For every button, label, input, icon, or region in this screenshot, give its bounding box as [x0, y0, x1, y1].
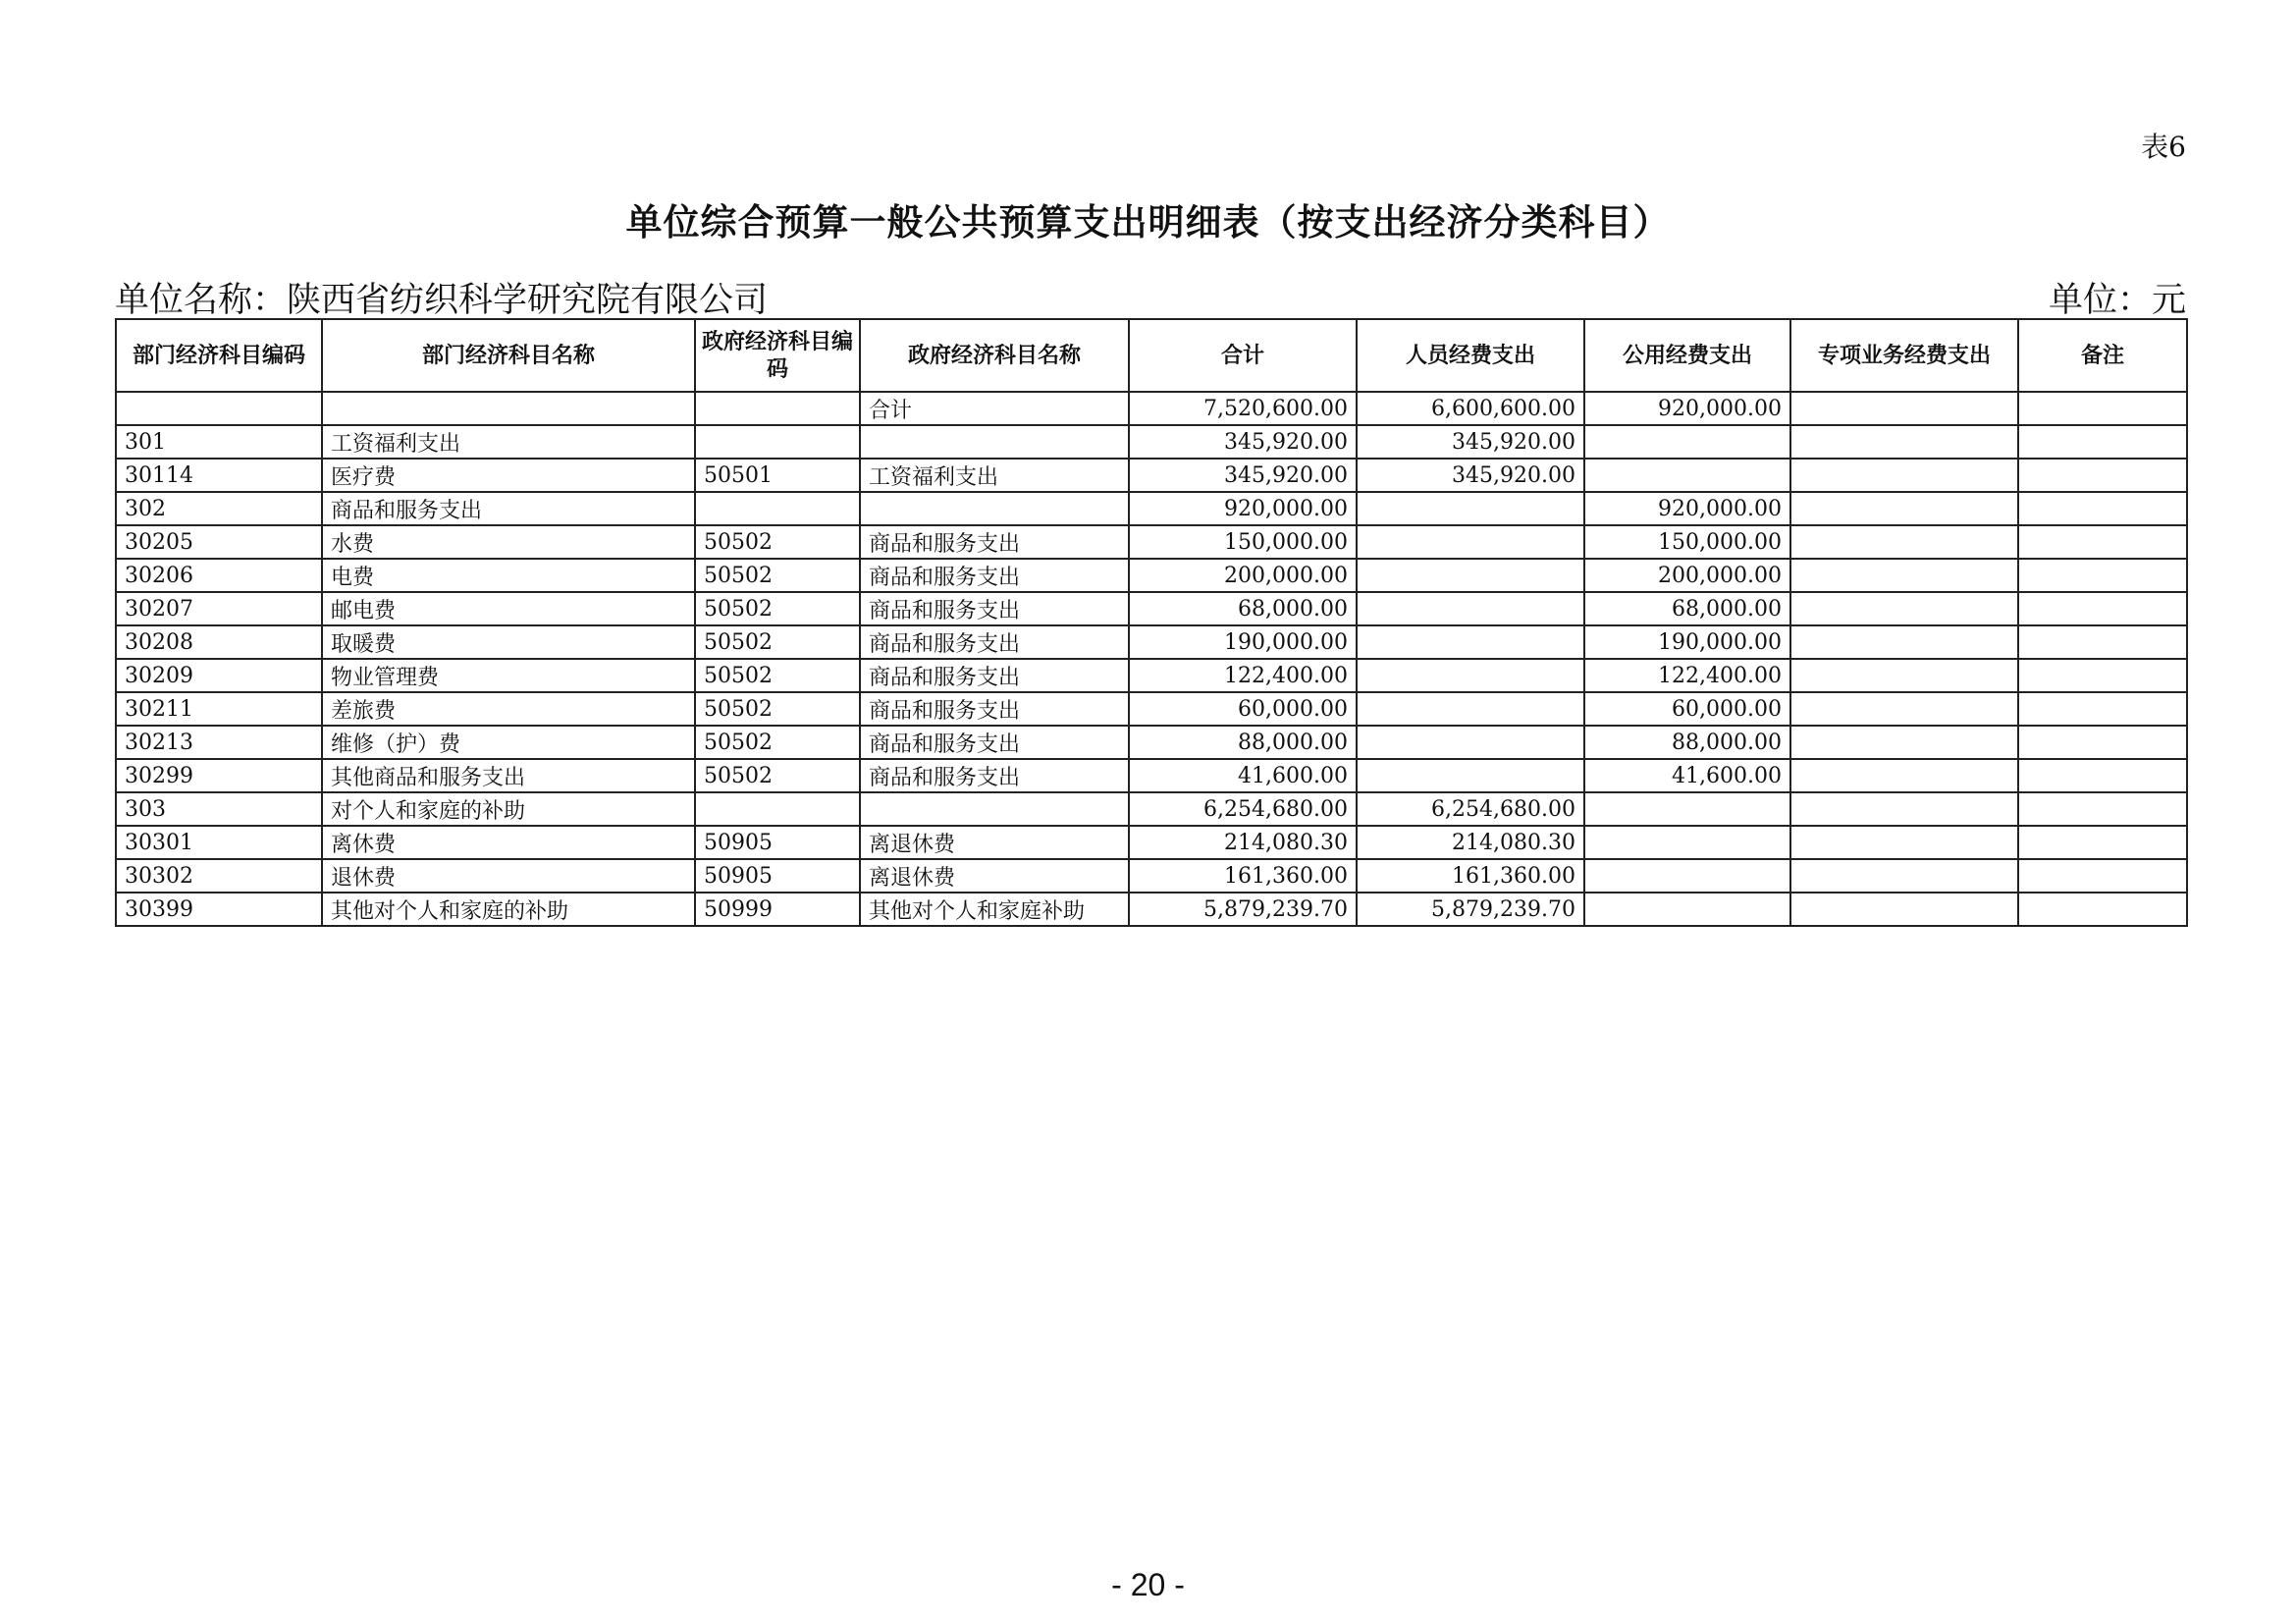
cell-dept-code: 30114: [116, 459, 322, 492]
cell-personnel: [1357, 625, 1584, 659]
table-row: [116, 559, 2187, 592]
cell-special: [1790, 859, 2018, 893]
table-row: [116, 592, 2187, 625]
cell-total: 7,520,600.00: [1129, 392, 1357, 425]
cell-dept-code: 30207: [116, 592, 322, 625]
cell-public: 60,000.00: [1584, 692, 1790, 726]
cell-note: [2018, 759, 2187, 792]
cell-gov-name: 离退休费: [860, 826, 1129, 859]
cell-gov-code: 50502: [695, 759, 860, 792]
cell-total: 150,000.00: [1129, 525, 1357, 559]
cell-gov-code: 50905: [695, 826, 860, 859]
unit-name: 单位名称：陕西省纺织科学研究院有限公司: [115, 281, 769, 320]
table-row: [116, 425, 2187, 459]
cell-total: 190,000.00: [1129, 625, 1357, 659]
cell-public: 88,000.00: [1584, 726, 1790, 759]
cell-dept-code: 30206: [116, 559, 322, 592]
cell-personnel: 5,879,239.70: [1357, 893, 1584, 926]
cell-note: [2018, 726, 2187, 759]
unit-currency: 单位：元: [2048, 281, 2186, 320]
cell-public: [1584, 792, 1790, 826]
cell-special: [1790, 525, 2018, 559]
cell-dept-name: 其他商品和服务支出: [322, 759, 695, 792]
cell-total: 920,000.00: [1129, 492, 1357, 525]
cell-total: 122,400.00: [1129, 659, 1357, 692]
cell-gov-name: 其他对个人和家庭补助: [860, 893, 1129, 926]
cell-public: 190,000.00: [1584, 625, 1790, 659]
cell-total: 6,254,680.00: [1129, 792, 1357, 826]
cell-gov-name: 工资福利支出: [860, 459, 1129, 492]
cell-personnel: [1357, 726, 1584, 759]
cell-public: 200,000.00: [1584, 559, 1790, 592]
cell-gov-name: [860, 792, 1129, 826]
table-row: [116, 392, 2187, 425]
table-row: [116, 826, 2187, 859]
cell-special: [1790, 759, 2018, 792]
cell-dept-name: 邮电费: [322, 592, 695, 625]
cell-public: [1584, 459, 1790, 492]
cell-personnel: [1357, 692, 1584, 726]
cell-dept-code: 30213: [116, 726, 322, 759]
cell-gov-name: [860, 492, 1129, 525]
cell-note: [2018, 425, 2187, 459]
cell-note: [2018, 692, 2187, 726]
cell-special: [1790, 592, 2018, 625]
column-header-gov-code: 政府经济科目编码: [695, 319, 860, 392]
cell-special: [1790, 893, 2018, 926]
cell-gov-name: 商品和服务支出: [860, 659, 1129, 692]
cell-gov-name: 商品和服务支出: [860, 759, 1129, 792]
cell-gov-code: [695, 392, 860, 425]
table-header-row: [116, 319, 2187, 392]
cell-dept-code: 30208: [116, 625, 322, 659]
cell-public: 150,000.00: [1584, 525, 1790, 559]
cell-personnel: [1357, 559, 1584, 592]
cell-special: [1790, 726, 2018, 759]
cell-dept-code: 30299: [116, 759, 322, 792]
column-header-dept-code: 部门经济科目编码: [116, 319, 322, 392]
cell-personnel: [1357, 592, 1584, 625]
cell-public: 122,400.00: [1584, 659, 1790, 692]
cell-personnel: 6,254,680.00: [1357, 792, 1584, 826]
cell-public: [1584, 893, 1790, 926]
cell-total: 60,000.00: [1129, 692, 1357, 726]
cell-special: [1790, 659, 2018, 692]
cell-gov-name: 商品和服务支出: [860, 559, 1129, 592]
cell-gov-name: 离退休费: [860, 859, 1129, 893]
cell-note: [2018, 492, 2187, 525]
cell-gov-name: 商品和服务支出: [860, 625, 1129, 659]
table-label: 表6: [2141, 131, 2186, 163]
cell-note: [2018, 893, 2187, 926]
cell-gov-name: 商品和服务支出: [860, 692, 1129, 726]
cell-dept-code: 301: [116, 425, 322, 459]
cell-total: 200,000.00: [1129, 559, 1357, 592]
cell-personnel: 214,080.30: [1357, 826, 1584, 859]
cell-personnel: 6,600,600.00: [1357, 392, 1584, 425]
cell-total: 68,000.00: [1129, 592, 1357, 625]
cell-gov-name: 商品和服务支出: [860, 726, 1129, 759]
cell-personnel: 161,360.00: [1357, 859, 1584, 893]
column-header-dept-name: 部门经济科目名称: [322, 319, 695, 392]
column-header-public: 公用经费支出: [1584, 319, 1790, 392]
table-row: [116, 792, 2187, 826]
budget-table: [115, 318, 2188, 927]
cell-personnel: 345,920.00: [1357, 459, 1584, 492]
column-header-gov-name: 政府经济科目名称: [860, 319, 1129, 392]
cell-dept-name: 退休费: [322, 859, 695, 893]
table-row: [116, 759, 2187, 792]
cell-public: [1584, 859, 1790, 893]
cell-dept-name: 对个人和家庭的补助: [322, 792, 695, 826]
cell-public: 41,600.00: [1584, 759, 1790, 792]
cell-dept-name: 离休费: [322, 826, 695, 859]
cell-special: [1790, 792, 2018, 826]
table-row: [116, 726, 2187, 759]
table-row: [116, 625, 2187, 659]
cell-note: [2018, 659, 2187, 692]
cell-total: 345,920.00: [1129, 425, 1357, 459]
cell-note: [2018, 459, 2187, 492]
column-header-total: 合计: [1129, 319, 1357, 392]
cell-dept-code: 30209: [116, 659, 322, 692]
cell-gov-code: [695, 792, 860, 826]
table-row: [116, 492, 2187, 525]
cell-total: 5,879,239.70: [1129, 893, 1357, 926]
cell-gov-code: [695, 492, 860, 525]
cell-personnel: [1357, 759, 1584, 792]
cell-dept-name: 差旅费: [322, 692, 695, 726]
cell-gov-code: 50502: [695, 659, 860, 692]
cell-dept-code: 30205: [116, 525, 322, 559]
cell-total: 161,360.00: [1129, 859, 1357, 893]
cell-dept-name: 工资福利支出: [322, 425, 695, 459]
table-row: [116, 459, 2187, 492]
cell-dept-code: 30399: [116, 893, 322, 926]
cell-dept-code: [116, 392, 322, 425]
cell-gov-name: 商品和服务支出: [860, 592, 1129, 625]
table-row: [116, 893, 2187, 926]
table-row: [116, 525, 2187, 559]
cell-note: [2018, 859, 2187, 893]
cell-gov-code: 50905: [695, 859, 860, 893]
cell-gov-code: 50502: [695, 726, 860, 759]
cell-special: [1790, 459, 2018, 492]
cell-personnel: [1357, 525, 1584, 559]
column-header-special: 专项业务经费支出: [1790, 319, 2018, 392]
cell-dept-name: 商品和服务支出: [322, 492, 695, 525]
column-header-personnel: 人员经费支出: [1357, 319, 1584, 392]
cell-special: [1790, 425, 2018, 459]
cell-note: [2018, 392, 2187, 425]
page-title: 单位综合预算一般公共预算支出明细表（按支出经济分类科目）: [625, 200, 1671, 244]
cell-note: [2018, 592, 2187, 625]
cell-dept-code: 30301: [116, 826, 322, 859]
cell-total: 41,600.00: [1129, 759, 1357, 792]
cell-gov-code: 50502: [695, 525, 860, 559]
cell-note: [2018, 792, 2187, 826]
cell-public: [1584, 826, 1790, 859]
cell-dept-name: 水费: [322, 525, 695, 559]
page-number: - 20 -: [1111, 1567, 1185, 1602]
cell-dept-name: 其他对个人和家庭的补助: [322, 893, 695, 926]
cell-personnel: [1357, 659, 1584, 692]
cell-total: 345,920.00: [1129, 459, 1357, 492]
cell-dept-name: 电费: [322, 559, 695, 592]
cell-gov-code: 50999: [695, 893, 860, 926]
cell-dept-name: 维修（护）费: [322, 726, 695, 759]
cell-dept-name: 取暖费: [322, 625, 695, 659]
cell-dept-code: 303: [116, 792, 322, 826]
cell-note: [2018, 826, 2187, 859]
cell-gov-code: 50502: [695, 559, 860, 592]
cell-special: [1790, 625, 2018, 659]
cell-note: [2018, 525, 2187, 559]
cell-gov-code: 50501: [695, 459, 860, 492]
cell-gov-code: 50502: [695, 625, 860, 659]
cell-gov-name: [860, 425, 1129, 459]
table-row: [116, 659, 2187, 692]
cell-dept-name: 医疗费: [322, 459, 695, 492]
cell-personnel: [1357, 492, 1584, 525]
cell-gov-name: 合计: [860, 392, 1129, 425]
cell-dept-name: 物业管理费: [322, 659, 695, 692]
cell-total: 214,080.30: [1129, 826, 1357, 859]
table-body: [116, 392, 2187, 926]
table-row: [116, 692, 2187, 726]
cell-gov-name: 商品和服务支出: [860, 525, 1129, 559]
cell-personnel: 345,920.00: [1357, 425, 1584, 459]
cell-dept-code: 302: [116, 492, 322, 525]
cell-special: [1790, 392, 2018, 425]
cell-gov-code: [695, 425, 860, 459]
cell-special: [1790, 559, 2018, 592]
cell-dept-name: [322, 392, 695, 425]
cell-gov-code: 50502: [695, 592, 860, 625]
cell-dept-code: 30302: [116, 859, 322, 893]
cell-total: 88,000.00: [1129, 726, 1357, 759]
cell-special: [1790, 826, 2018, 859]
cell-note: [2018, 625, 2187, 659]
cell-special: [1790, 492, 2018, 525]
cell-public: 920,000.00: [1584, 492, 1790, 525]
cell-note: [2018, 559, 2187, 592]
column-header-note: 备注: [2018, 319, 2187, 392]
cell-gov-code: 50502: [695, 692, 860, 726]
cell-public: 68,000.00: [1584, 592, 1790, 625]
cell-public: 920,000.00: [1584, 392, 1790, 425]
cell-public: [1584, 425, 1790, 459]
cell-dept-code: 30211: [116, 692, 322, 726]
table-row: [116, 859, 2187, 893]
cell-special: [1790, 692, 2018, 726]
